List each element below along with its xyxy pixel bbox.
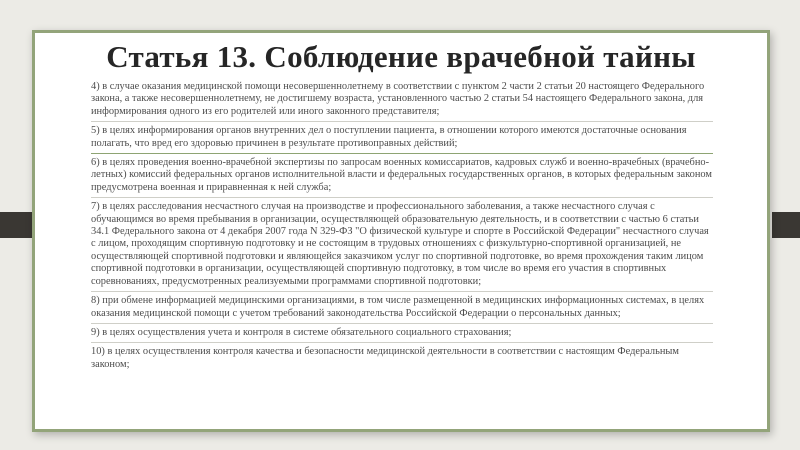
list-item-5: 5) в целях информирования органов внутренних дел о поступлении пациента, в отношении которого имеются достаточные основания полагать, что вред его здоровью причинен в результате противоправных действий; xyxy=(91,125,687,149)
divider xyxy=(91,323,713,324)
slide xyxy=(32,30,770,432)
list-item-8: 8) при обмене информацией медицинскими организациями, в том числе размещенной в медицинских информационных системах, в целях оказания медицинской помощи с учетом требований законодательства Российской Федерации о персональных данных; xyxy=(91,295,705,319)
list-item-6: 6) в целях проведения военно-врачебной экспертизы по запросам военных комиссариатов, кадровых служб и военно-врачебных (врачебно-летных) комиссий федеральных органов исполнительной власти и федеральных государственных органов, в которых федеральным законом предусмотрена военная и приравненная к ней служба; xyxy=(91,157,712,193)
list-item-4: 4) в случае оказания медицинской помощи несовершеннолетнему в соответствии с пунктом 2 части 2 статьи 20 настоящего Федерального закона, а также несовершеннолетнему, не достигшему возраста, установленного частью 2 статьи 54 настоящего Федерального закона, для информирования одного из его родителей или иного законного представителя; xyxy=(91,81,705,117)
divider xyxy=(91,197,713,198)
list-item-7: 7) в целях расследования несчастного случая на производстве и профессионального заболевания, а также несчастного случая с обучающимся во время пребывания в организации, осуществляющей образовательную деятельность, и в соответствии с частью 6 статьи 34.1 Федерального закона от 4 декабря 2007 года N 329-ФЗ "О физической культуре и спорте в Российской Федерации" несчастного случая с лицом, проходящим спортивную подготовку и не состоящим в трудовых отношениях с физкультурно-спортивной организацией, не осуществляющей спортивной подготовки и являющейся заказчиком услуг по спортивной подготовке, во время прохождения таким лицом спортивной подготовки в организации, осуществляющей спортивную подготовку, в том числе во время его участия в спортивных соревнованиях, предусмотренных реализуемыми программами спортивной подготовки; xyxy=(91,201,709,287)
divider xyxy=(91,121,713,122)
slide-body xyxy=(91,81,713,371)
divider xyxy=(91,342,713,343)
slide-title: Статья 13. Соблюдение врачебной тайны xyxy=(106,39,696,74)
divider xyxy=(91,291,713,292)
right-decor-bar xyxy=(772,212,800,238)
list-item-9: 9) в целях осуществления учета и контроля в системе обязательного социального страхования; xyxy=(91,326,512,338)
list-item-10: 10) в целях осуществления контроля качества и безопасности медицинской деятельности в соответствии с настоящим Федеральным законом; xyxy=(91,346,679,370)
divider-highlight xyxy=(91,153,713,154)
